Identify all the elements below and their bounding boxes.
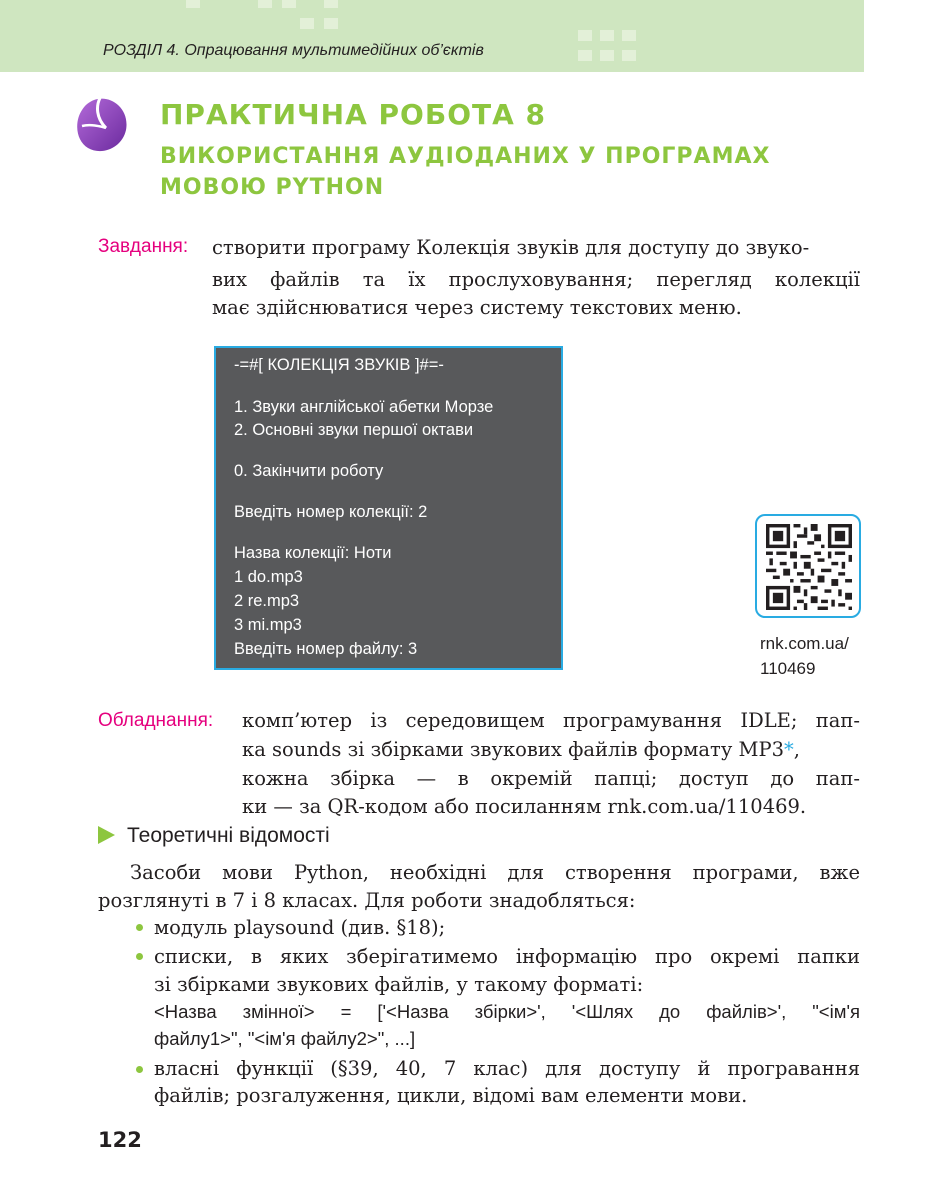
task-line-1: створити програму Колекція звуків для доступу до звуко-	[212, 236, 810, 259]
equipment-line-4: ки — за QR-кодом або посиланням rnk.com.ua/110469.	[242, 795, 807, 818]
console-prompt-file: Введіть номер файлу: 3	[234, 640, 418, 658]
decor-square	[258, 0, 272, 8]
practical-work-title: ПРАКТИЧНА РОБОТА 8	[160, 98, 546, 131]
theory-heading	[98, 824, 330, 848]
bullet-dot	[136, 924, 143, 931]
console-window	[214, 346, 563, 670]
theory-intro-line-1: Засоби мови Python, необхідні для створення програми, вже	[130, 861, 860, 884]
decor-square	[282, 0, 296, 8]
bullet-2-line-2: зі збірками звукових файлів, у такому форматі:	[154, 973, 644, 996]
console-prompt-collection: Введіть номер колекції: 2	[234, 503, 428, 521]
decor-square	[578, 50, 592, 61]
equipment-line-2-end: ,	[793, 738, 800, 761]
decor-square	[324, 18, 338, 29]
bullet-2-line-3: <Назва змінної> = ['<Назва збірки>', '<Шлях до файлів>', "<ім'я	[154, 1001, 860, 1022]
bullet-2-line-1: списки, в яких зберігатимемо інформацію про окремі папки	[154, 945, 860, 968]
decor-square	[578, 30, 592, 41]
mouse-icon	[76, 96, 130, 154]
equipment-line-2-text: ка sounds зі збірками звукових файлів формату MP3	[242, 738, 785, 761]
console-collection-name: Назва колекції: Ноти	[234, 544, 392, 562]
qr-code-icon	[764, 524, 854, 610]
decor-square	[600, 30, 614, 41]
console-menu-item-0: 0. Закінчити роботу	[234, 462, 384, 480]
practical-work-subtitle: ВИКОРИСТАННЯ АУДІОДАНИХ У ПРОГРАМАХ МОВОЮ PYTHON	[160, 144, 771, 200]
bullet-2-line-4: файлу1>", "<ім'я файлу2>", ...]	[154, 1028, 416, 1049]
equipment-line-3: кожна збірка — в окремій папці; доступ до пап-	[242, 767, 860, 790]
theory-heading-text: Теоретичні відомості	[127, 824, 330, 847]
qr-link-line-2[interactable]: 110469	[760, 659, 816, 678]
bullet-dot	[136, 953, 143, 960]
task-line-2: вих файлів та їх прослуховування; перегляд колекції	[212, 268, 860, 291]
page-number: 122	[98, 1128, 142, 1152]
bullet-dot	[136, 1066, 143, 1073]
qr-code[interactable]	[755, 514, 861, 618]
decor-square	[622, 50, 636, 61]
qr-caption[interactable]	[760, 631, 849, 681]
decor-square	[324, 0, 338, 8]
console-menu-item-2: 2. Основні звуки першої октави	[234, 421, 474, 439]
task-line-3: має здійснюватися через систему текстових меню.	[212, 296, 742, 319]
task-label: Завдання:	[98, 236, 189, 257]
decor-square	[622, 30, 636, 41]
equipment-label: Обладнання:	[98, 710, 214, 731]
console-menu-item-1: 1. Звуки англійської абетки Морзе	[234, 398, 494, 416]
console-file-1: 1 do.mp3	[234, 568, 303, 586]
console-file-2: 2 re.mp3	[234, 592, 300, 610]
triangle-bullet-icon	[98, 826, 115, 844]
console-title: -=#[ КОЛЕКЦІЯ ЗВУКІВ ]#=-	[234, 356, 444, 374]
decor-square	[186, 0, 200, 8]
header-band	[0, 0, 864, 72]
decor-square	[300, 18, 314, 29]
section-label: РОЗДІЛ 4. Опрацювання мультимедійних об’єктів	[103, 42, 484, 59]
equipment-line-2	[242, 735, 860, 764]
console-file-3: 3 mi.mp3	[234, 616, 302, 634]
decor-square	[600, 50, 614, 61]
theory-intro-line-2: розглянуті в 7 і 8 класах. Для роботи знадобляться:	[98, 889, 636, 912]
qr-link-line-1[interactable]: rnk.com.ua/	[760, 634, 849, 653]
bullet-1: модуль playsound (див. §18);	[154, 916, 446, 939]
bullet-3-line-1: власні функції (§39, 40, 7 клас) для доступу й програвання	[154, 1057, 860, 1080]
bullet-3-line-2: файлів; розгалуження, цикли, відомі вам елементи мови.	[154, 1084, 748, 1107]
equipment-line-1: комп’ютер із середовищем програмування IDLE; пап-	[242, 709, 860, 732]
footnote-star: *	[784, 738, 794, 761]
